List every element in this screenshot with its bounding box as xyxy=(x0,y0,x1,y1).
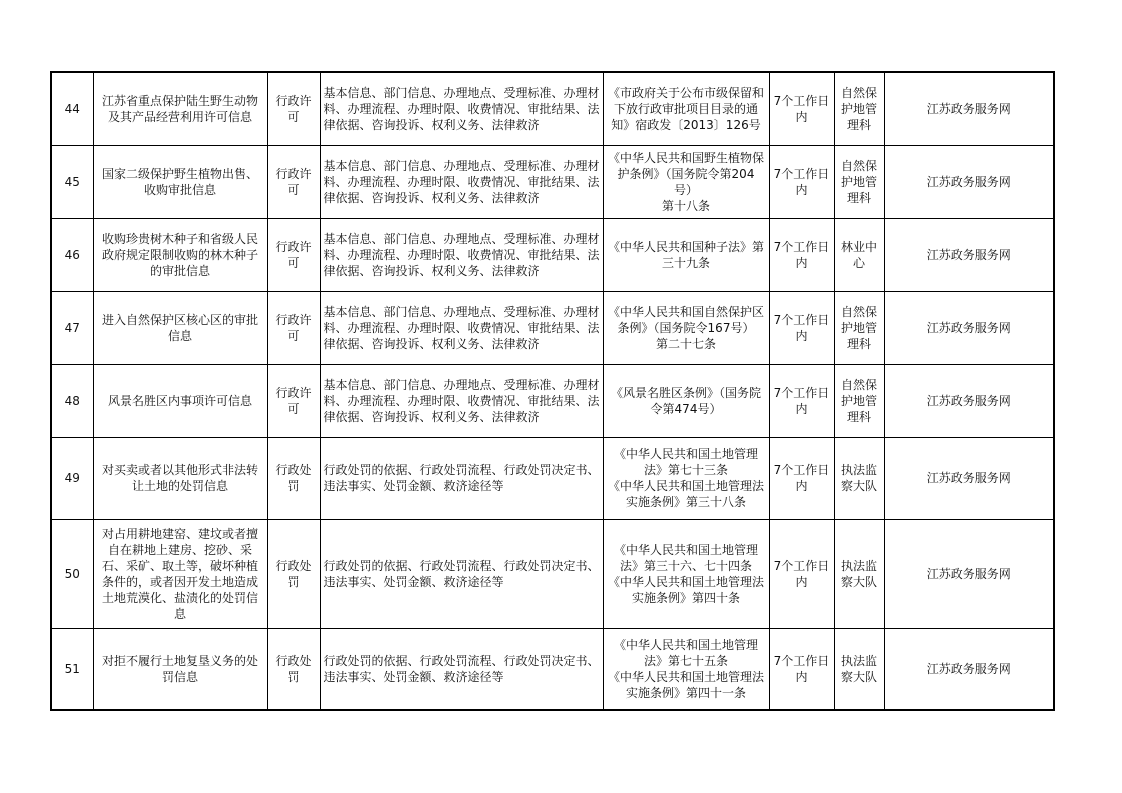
row-number: 50 xyxy=(51,519,93,628)
table-row xyxy=(51,291,1054,364)
item-type: 行政许可 xyxy=(267,72,320,145)
disclosure-channel: 江苏政务服务网 xyxy=(884,72,1054,145)
item-type: 行政处罚 xyxy=(267,519,320,628)
item-name: 风景名胜区内事项许可信息 xyxy=(93,364,267,437)
table-row xyxy=(51,218,1054,291)
table-row xyxy=(51,437,1054,519)
item-name: 国家二级保护野生植物出售、收购审批信息 xyxy=(93,145,267,218)
disclosure-content: 基本信息、部门信息、办理地点、受理标准、办理材料、办理流程、办理时限、收费情况、审批结果、法律依据、咨询投诉、权利义务、法律救济 xyxy=(320,218,603,291)
row-number: 45 xyxy=(51,145,93,218)
table-body xyxy=(51,72,1054,710)
disclosure-content: 基本信息、部门信息、办理地点、受理标准、办理材料、办理流程、办理时限、收费情况、审批结果、法律依据、咨询投诉、权利义务、法律救济 xyxy=(320,145,603,218)
responsible-department: 林业中心 xyxy=(834,218,884,291)
row-number: 48 xyxy=(51,364,93,437)
legal-basis: 《中华人民共和国土地管理法》第七十三条 《中华人民共和国土地管理法实施条例》第三十八条 xyxy=(603,437,769,519)
disclosure-channel: 江苏政务服务网 xyxy=(884,519,1054,628)
legal-basis: 《中华人民共和国野生植物保护条例》（国务院令第204号） 第十八条 xyxy=(603,145,769,218)
legal-basis: 《中华人民共和国土地管理法》第三十六、七十四条 《中华人民共和国土地管理法实施条例》第四十条 xyxy=(603,519,769,628)
responsible-department: 自然保护地管理科 xyxy=(834,145,884,218)
responsible-department: 执法监察大队 xyxy=(834,628,884,710)
disclosure-content: 行政处罚的依据、行政处罚流程、行政处罚决定书、违法事实、处罚金额、救济途径等 xyxy=(320,437,603,519)
disclosure-content: 行政处罚的依据、行政处罚流程、行政处罚决定书、违法事实、处罚金额、救济途径等 xyxy=(320,519,603,628)
disclosure-table xyxy=(50,71,1055,711)
table-row xyxy=(51,145,1054,218)
row-number: 51 xyxy=(51,628,93,710)
row-number: 47 xyxy=(51,291,93,364)
table-row xyxy=(51,72,1054,145)
item-name: 对拒不履行土地复垦义务的处罚信息 xyxy=(93,628,267,710)
row-number: 49 xyxy=(51,437,93,519)
responsible-department: 执法监察大队 xyxy=(834,519,884,628)
time-limit: 7个工作日内 xyxy=(769,72,834,145)
table-row xyxy=(51,628,1054,710)
item-name: 对买卖或者以其他形式非法转让土地的处罚信息 xyxy=(93,437,267,519)
row-number: 44 xyxy=(51,72,93,145)
responsible-department: 执法监察大队 xyxy=(834,437,884,519)
item-type: 行政处罚 xyxy=(267,628,320,710)
legal-basis: 《市政府关于公布市级保留和下放行政审批项目目录的通知》宿政发〔2013〕126号 xyxy=(603,72,769,145)
row-number: 46 xyxy=(51,218,93,291)
time-limit: 7个工作日内 xyxy=(769,291,834,364)
legal-basis: 《中华人民共和国自然保护区条例》（国务院令167号） 第二十七条 xyxy=(603,291,769,364)
item-type: 行政许可 xyxy=(267,364,320,437)
disclosure-channel: 江苏政务服务网 xyxy=(884,291,1054,364)
disclosure-content: 基本信息、部门信息、办理地点、受理标准、办理材料、办理流程、办理时限、收费情况、审批结果、法律依据、咨询投诉、权利义务、法律救济 xyxy=(320,72,603,145)
responsible-department: 自然保护地管理科 xyxy=(834,364,884,437)
item-type: 行政处罚 xyxy=(267,437,320,519)
legal-basis: 《中华人民共和国土地管理法》第七十五条 《中华人民共和国土地管理法实施条例》第四十一条 xyxy=(603,628,769,710)
disclosure-content: 行政处罚的依据、行政处罚流程、行政处罚决定书、违法事实、处罚金额、救济途径等 xyxy=(320,628,603,710)
time-limit: 7个工作日内 xyxy=(769,628,834,710)
item-name: 进入自然保护区核心区的审批信息 xyxy=(93,291,267,364)
time-limit: 7个工作日内 xyxy=(769,364,834,437)
item-type: 行政许可 xyxy=(267,218,320,291)
time-limit: 7个工作日内 xyxy=(769,218,834,291)
time-limit: 7个工作日内 xyxy=(769,145,834,218)
time-limit: 7个工作日内 xyxy=(769,519,834,628)
legal-basis: 《风景名胜区条例》（国务院令第474号） xyxy=(603,364,769,437)
disclosure-channel: 江苏政务服务网 xyxy=(884,218,1054,291)
responsible-department: 自然保护地管理科 xyxy=(834,291,884,364)
disclosure-channel: 江苏政务服务网 xyxy=(884,145,1054,218)
responsible-department: 自然保护地管理科 xyxy=(834,72,884,145)
table-row xyxy=(51,364,1054,437)
time-limit: 7个工作日内 xyxy=(769,437,834,519)
table-row xyxy=(51,519,1054,628)
disclosure-content: 基本信息、部门信息、办理地点、受理标准、办理材料、办理流程、办理时限、收费情况、审批结果、法律依据、咨询投诉、权利义务、法律救济 xyxy=(320,364,603,437)
legal-basis: 《中华人民共和国种子法》第三十九条 xyxy=(603,218,769,291)
item-name: 收购珍贵树木种子和省级人民政府规定限制收购的林木种子的审批信息 xyxy=(93,218,267,291)
disclosure-channel: 江苏政务服务网 xyxy=(884,364,1054,437)
item-name: 江苏省重点保护陆生野生动物及其产品经营利用许可信息 xyxy=(93,72,267,145)
disclosure-channel: 江苏政务服务网 xyxy=(884,628,1054,710)
item-type: 行政许可 xyxy=(267,291,320,364)
disclosure-content: 基本信息、部门信息、办理地点、受理标准、办理材料、办理流程、办理时限、收费情况、审批结果、法律依据、咨询投诉、权利义务、法律救济 xyxy=(320,291,603,364)
item-name: 对占用耕地建窑、建坟或者擅自在耕地上建房、挖砂、采石、采矿、取土等，破坏种植条件的，或者因开发土地造成土地荒漠化、盐渍化的处罚信息 xyxy=(93,519,267,628)
item-type: 行政许可 xyxy=(267,145,320,218)
disclosure-channel: 江苏政务服务网 xyxy=(884,437,1054,519)
